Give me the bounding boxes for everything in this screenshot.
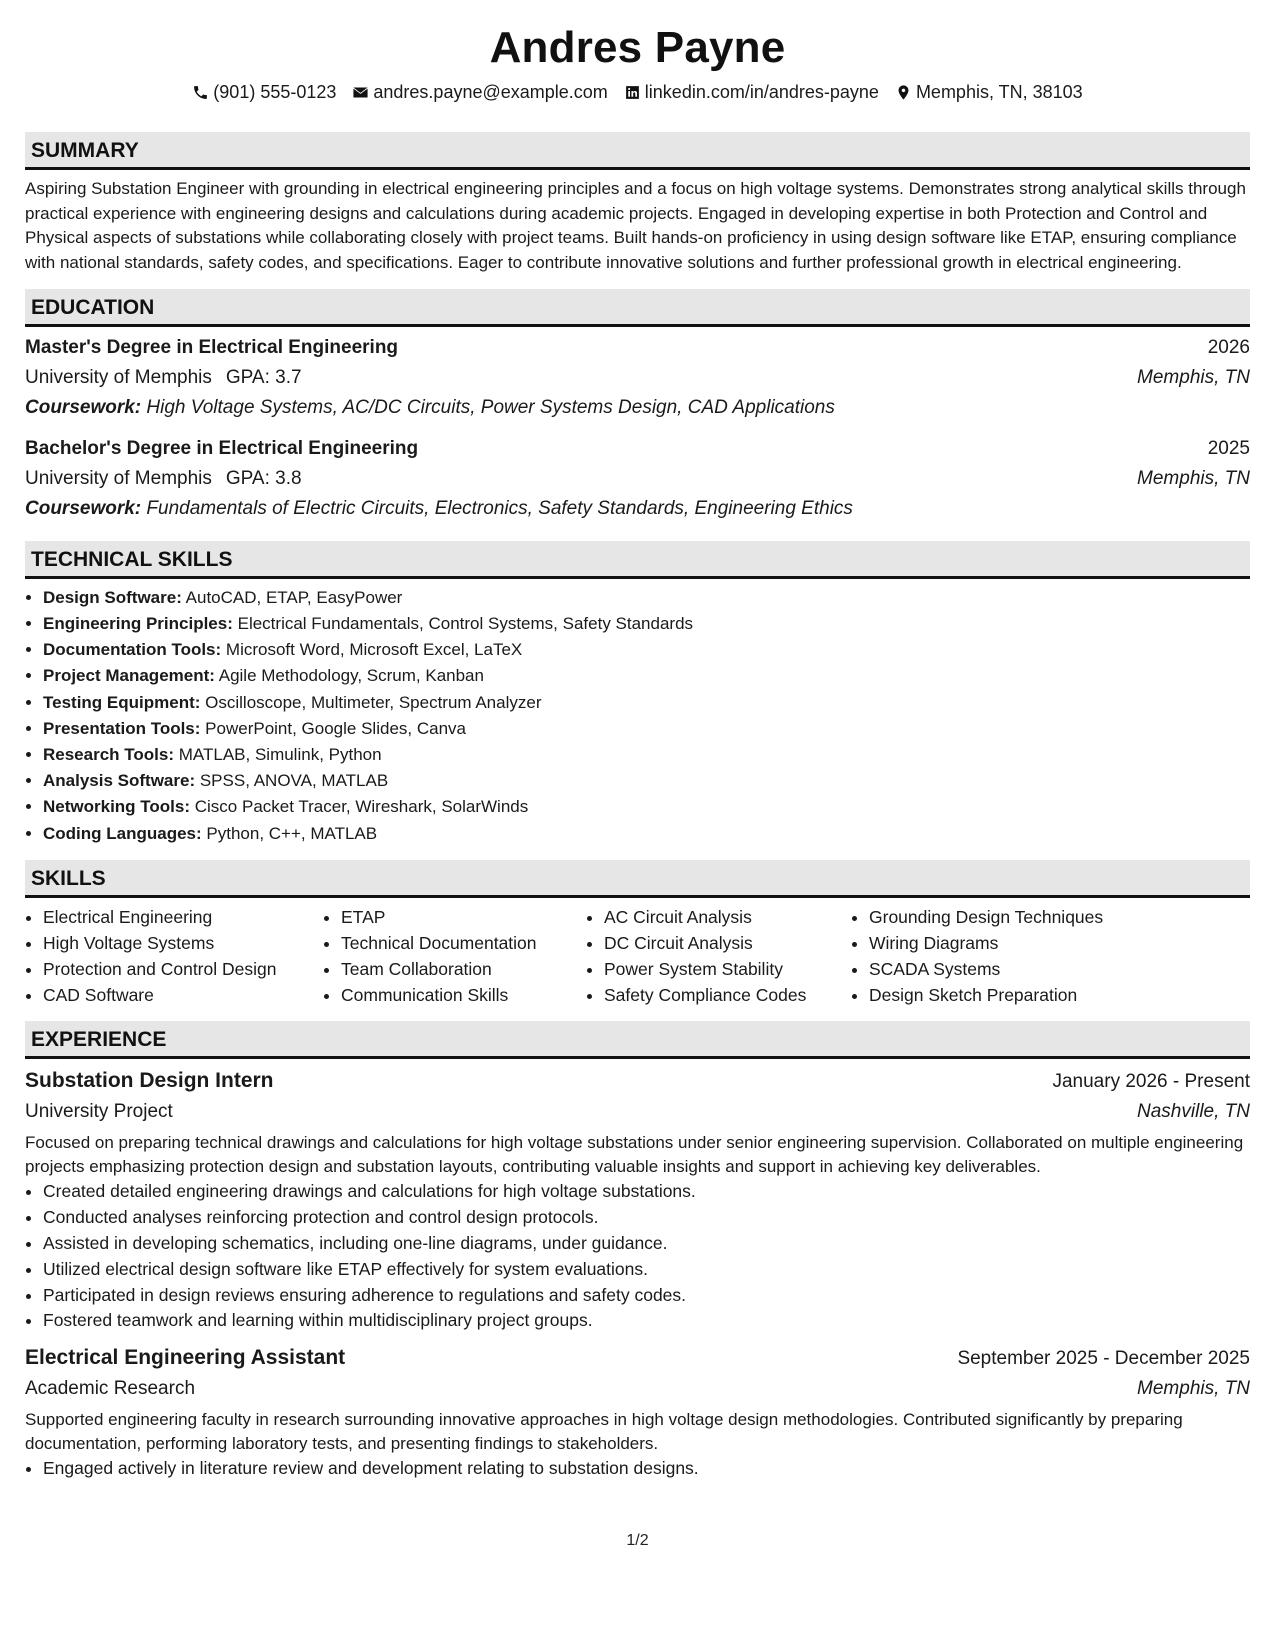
gpa: GPA: 3.8 xyxy=(225,467,302,489)
list-item: • Utilized electrical design software like ETAP effectively for system evaluations. xyxy=(43,1257,1250,1283)
degree-title: Bachelor's Degree in Electrical Engineering xyxy=(25,437,419,459)
skills-column xyxy=(851,904,1169,1009)
list-item: • Fostered teamwork and learning within multidisciplinary project groups. xyxy=(43,1308,1250,1334)
list-item xyxy=(43,637,1250,663)
section-heading-technical-skills: TECHNICAL SKILLS xyxy=(25,541,1250,579)
skill-category: Design Software: xyxy=(43,587,182,607)
summary-section xyxy=(25,132,1250,276)
skill-values: AutoCAD, ETAP, EasyPower xyxy=(185,587,403,607)
envelope-icon xyxy=(352,84,369,101)
list-item: • Participated in design reviews ensuring adherence to regulations and safety codes. xyxy=(43,1283,1250,1309)
job-entry xyxy=(25,1065,1250,1334)
gpa: GPA: 3.7 xyxy=(225,366,302,388)
job-title: Substation Design Intern xyxy=(25,1069,274,1093)
list-item: • Communication Skills xyxy=(341,982,586,1008)
email-text[interactable]: andres.payne@example.com xyxy=(373,81,608,102)
skill-category: Networking Tools: xyxy=(43,797,191,817)
list-item: • Engaged actively in literature review and development relating to substation designs. xyxy=(43,1456,1250,1482)
technical-skills-list xyxy=(25,585,1250,847)
phone-text: (901) 555-0123 xyxy=(213,81,337,102)
list-item: • DC Circuit Analysis xyxy=(604,930,851,956)
job-dates: January 2026 - Present xyxy=(1052,1071,1250,1093)
section-heading-experience: EXPERIENCE xyxy=(25,1021,1250,1059)
resume-page xyxy=(25,0,1250,1650)
skills-section xyxy=(25,860,1250,1009)
coursework-line xyxy=(25,393,1250,423)
list-item xyxy=(43,768,1250,794)
skill-category: Engineering Principles: xyxy=(43,614,233,633)
list-item: • Design Sketch Preparation xyxy=(869,982,1169,1008)
coursework-text: Fundamentals of Electric Circuits, Electronics, Safety Standards, Engineering Ethics xyxy=(146,497,853,519)
skill-values: MATLAB, Simulink, Python xyxy=(178,744,382,764)
section-heading-education: EDUCATION xyxy=(25,289,1250,327)
list-item: • Created detailed engineering drawings and calculations for high voltage substations. xyxy=(43,1179,1250,1205)
linkedin-icon xyxy=(624,84,641,101)
list-item: • High Voltage Systems xyxy=(43,930,323,956)
list-item: • ETAP xyxy=(341,904,586,930)
degree-title: Master's Degree in Electrical Engineering xyxy=(25,336,399,358)
contact-linkedin[interactable] xyxy=(624,82,879,103)
summary-text: Aspiring Substation Engineer with grounding in electrical engineering principles and a focus on high voltage systems. Demonstrates strong analytical skills through practical experience with engineering designs and calculations during academic projects. Engaged in developing expertise in both Protection and Control and Physical aspects of substations while collaborating closely with project teams. Built hands-on proficiency in using design software like ETAP, ensuring compliance with national standards, safety codes, and specifications. Eager to contribute innovative solutions and further professional growth in electrical engineering. xyxy=(25,179,1246,273)
job-bullets xyxy=(25,1456,1250,1482)
school-location: Memphis, TN xyxy=(1137,467,1250,489)
skills-column xyxy=(25,904,323,1009)
skill-category: Testing Equipment: xyxy=(43,692,201,712)
experience-section xyxy=(25,1021,1250,1482)
skill-values: SPSS, ANOVA, MATLAB xyxy=(199,771,389,791)
job-bullets xyxy=(25,1179,1250,1334)
skill-values: Microsoft Word, Microsoft Excel, LaTeX xyxy=(225,640,523,660)
list-item xyxy=(43,585,1250,611)
job-dates: September 2025 - December 2025 xyxy=(957,1348,1250,1370)
skill-values: Cisco Packet Tracer, Wireshark, SolarWinds xyxy=(194,797,529,817)
job-location: Nashville, TN xyxy=(1137,1101,1250,1123)
skill-category: Project Management: xyxy=(43,666,215,686)
list-item xyxy=(43,742,1250,768)
list-item: • AC Circuit Analysis xyxy=(604,904,851,930)
school-name: University of Memphis xyxy=(25,467,212,489)
skill-values: Oscilloscope, Multimeter, Spectrum Analyzer xyxy=(205,692,542,712)
job-entry xyxy=(25,1342,1250,1482)
skill-category: Documentation Tools: xyxy=(43,640,222,660)
technical-skills-section xyxy=(25,541,1250,847)
skill-values: PowerPoint, Google Slides, Canva xyxy=(205,718,466,738)
list-item: • Conducted analyses reinforcing protection and control design protocols. xyxy=(43,1205,1250,1231)
skill-category: Research Tools: xyxy=(43,744,175,764)
degree-year: 2025 xyxy=(1207,437,1250,459)
coursework-label: Coursework: xyxy=(25,497,142,519)
list-item: • CAD Software xyxy=(43,982,323,1008)
list-item: • Electrical Engineering xyxy=(43,904,323,930)
skill-values: Agile Methodology, Scrum, Kanban xyxy=(218,666,484,686)
list-item: • Grounding Design Techniques xyxy=(869,904,1169,930)
education-section xyxy=(25,289,1250,524)
section-heading-summary: SUMMARY xyxy=(25,132,1250,170)
phone-icon xyxy=(192,84,209,101)
school-location: Memphis, TN xyxy=(1137,366,1250,388)
list-item: • Power System Stability xyxy=(604,956,851,982)
list-item xyxy=(43,794,1250,820)
coursework-line xyxy=(25,494,1250,524)
education-entry xyxy=(25,434,1250,524)
skill-values: Python, C++, MATLAB xyxy=(206,823,378,843)
coursework-label: Coursework: xyxy=(25,396,142,418)
contact-bar xyxy=(25,80,1250,104)
candidate-name: Andres Payne xyxy=(489,23,786,72)
list-item: • Technical Documentation xyxy=(341,930,586,956)
job-organization: University Project xyxy=(25,1101,173,1123)
job-location: Memphis, TN xyxy=(1137,1378,1250,1400)
list-item xyxy=(43,663,1250,689)
list-item: • Safety Compliance Codes xyxy=(604,982,851,1008)
skills-column xyxy=(323,904,586,1009)
skill-category: Analysis Software: xyxy=(43,771,196,791)
page-number: 1/2 xyxy=(626,1532,649,1549)
school-name: University of Memphis xyxy=(25,366,212,388)
list-item: • SCADA Systems xyxy=(869,956,1169,982)
list-item xyxy=(43,611,1250,637)
list-item xyxy=(43,821,1250,847)
list-item xyxy=(43,716,1250,742)
section-heading-skills: SKILLS xyxy=(25,860,1250,898)
list-item: • Assisted in developing schematics, including one-line diagrams, under guidance. xyxy=(43,1231,1250,1257)
skill-category: Coding Languages: xyxy=(43,823,202,843)
job-description: Focused on preparing technical drawings and calculations for high voltage substations under senior engineering supervision. Collaborated on multiple engineering projects emphasizing protection design and substation layouts, contributing valuable insights and support in achieving key deliverables. xyxy=(25,1133,1244,1177)
job-organization: Academic Research xyxy=(25,1378,196,1400)
school-line xyxy=(25,363,302,393)
degree-year: 2026 xyxy=(1207,336,1250,358)
skills-column xyxy=(586,904,851,1009)
linkedin-text[interactable]: linkedin.com/in/andres-payne xyxy=(644,81,879,102)
contact-location xyxy=(895,82,1083,103)
contact-phone xyxy=(192,82,336,103)
school-line xyxy=(25,464,302,494)
list-item: • Team Collaboration xyxy=(341,956,586,982)
list-item xyxy=(43,690,1250,716)
coursework-text: High Voltage Systems, AC/DC Circuits, Power Systems Design, CAD Applications xyxy=(146,396,835,418)
contact-email[interactable] xyxy=(352,82,607,103)
list-item: • Wiring Diagrams xyxy=(869,930,1169,956)
skill-values: Electrical Fundamentals, Control Systems, Safety Standards xyxy=(237,614,694,633)
skills-grid xyxy=(25,904,1250,1009)
education-entry xyxy=(25,333,1250,423)
list-item: • Protection and Control Design xyxy=(43,956,323,982)
job-description: Supported engineering faculty in research surrounding innovative approaches in high voltage design methodologies. Contributed significantly by preparing documentation, performing laboratory tests, and presenting findings to stakeholders. xyxy=(25,1410,1183,1454)
skill-category: Presentation Tools: xyxy=(43,718,201,738)
map-pin-icon xyxy=(895,84,912,101)
job-title: Electrical Engineering Assistant xyxy=(25,1346,346,1370)
location-text: Memphis, TN, 38103 xyxy=(915,81,1083,102)
